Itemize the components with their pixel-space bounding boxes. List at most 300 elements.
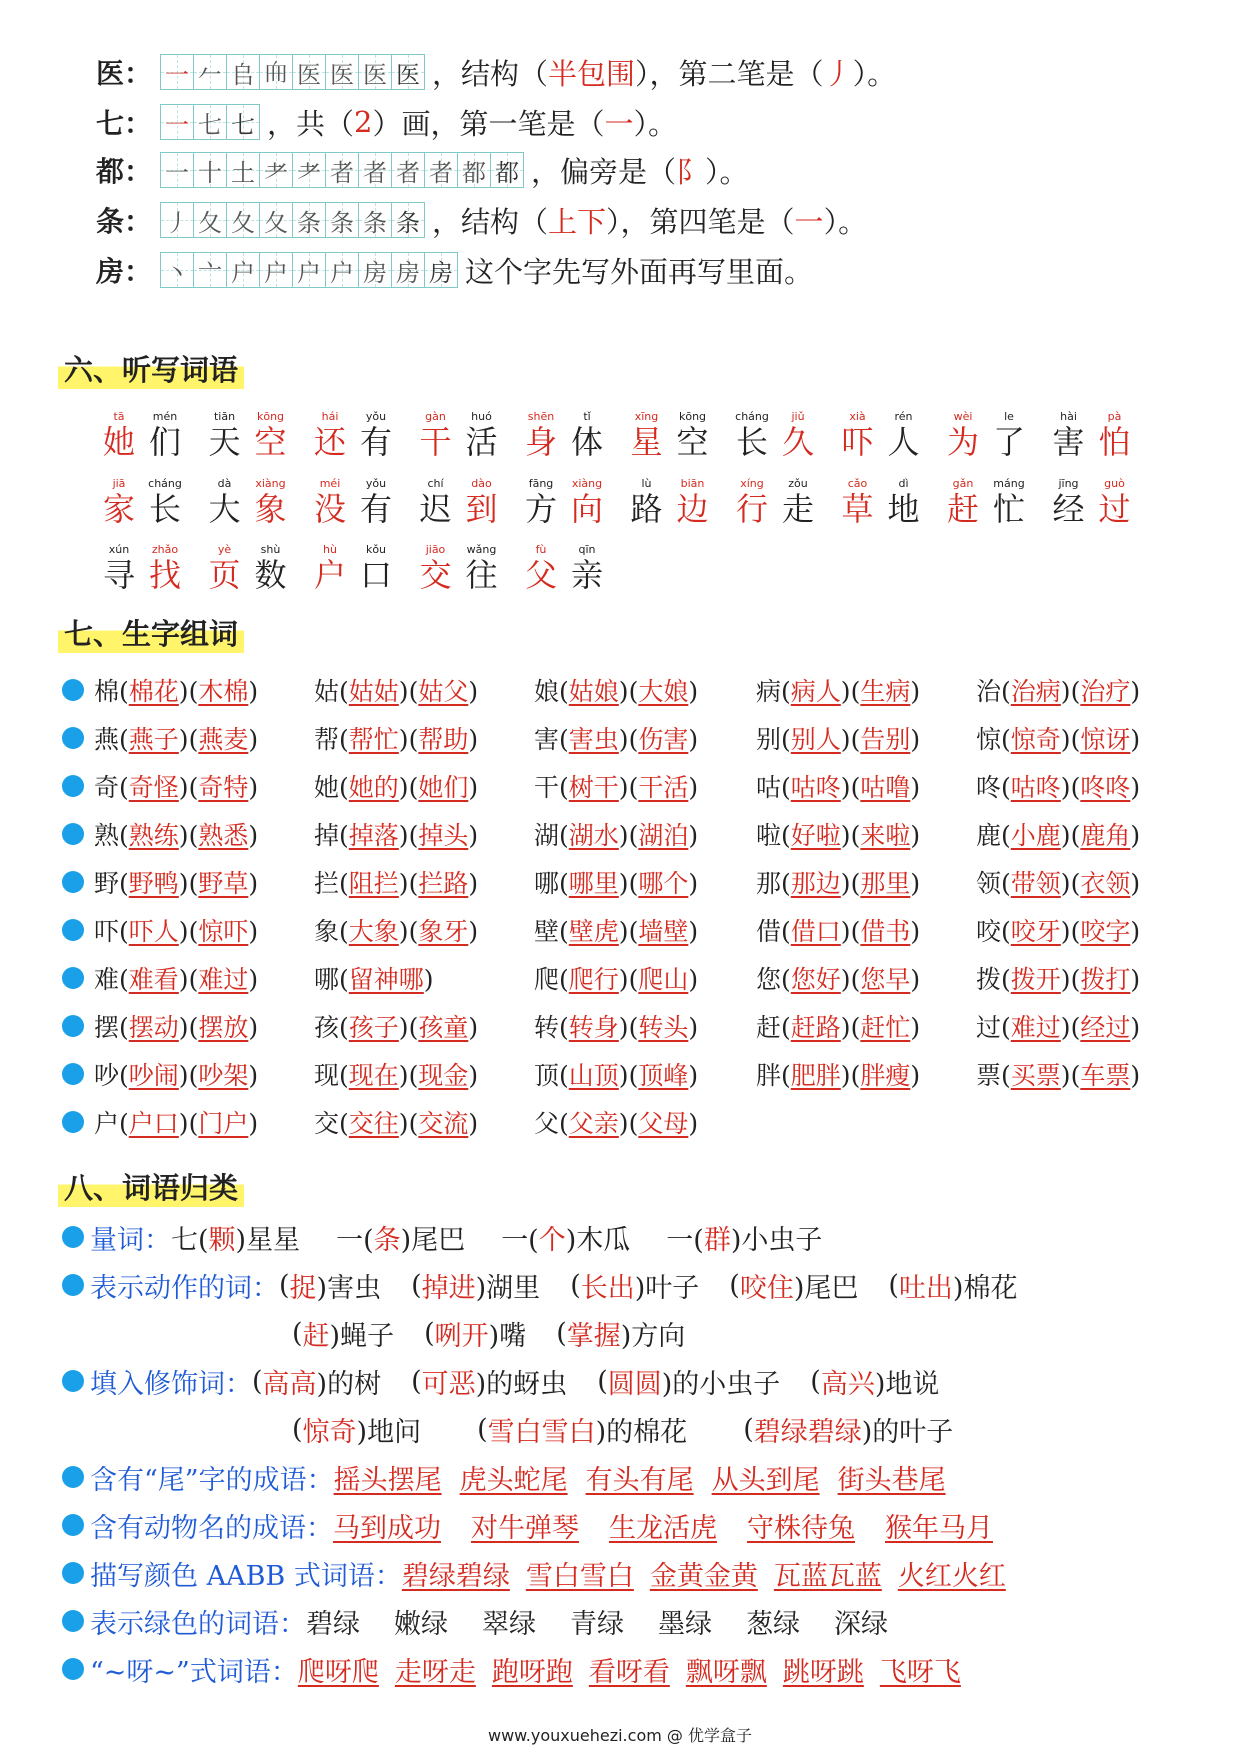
stroke-glyph: 七 [231, 110, 255, 139]
group-word: 咕噜 [860, 773, 911, 802]
text: ( [597, 1365, 608, 1397]
paren: ( [559, 965, 569, 994]
word-group [976, 864, 1140, 900]
paren: ) [910, 725, 921, 754]
paren: ( [119, 725, 129, 754]
hanzi [96, 424, 206, 460]
paren: ) [423, 965, 434, 994]
group-word: 木棉 [198, 677, 249, 706]
answer: 高兴 [820, 1368, 875, 1400]
paren: ( [850, 1061, 861, 1090]
text: ( [810, 1365, 821, 1397]
hanzi-char: 找 [148, 556, 181, 594]
stroke-char: 房： [96, 255, 153, 288]
classify-word: 有头有尾 [585, 1464, 694, 1496]
group-char: 父 [534, 1109, 560, 1138]
dictation-word [624, 410, 734, 460]
paren: ) [178, 677, 189, 706]
paren: ) [840, 1061, 851, 1090]
group-word: 衣领 [1080, 869, 1131, 898]
dictation-word [96, 477, 206, 527]
group-word: 父亲 [568, 1109, 619, 1138]
pinyin-syllable: kōng [678, 410, 707, 423]
paren: ( [339, 917, 349, 946]
pinyin [202, 477, 312, 491]
paren: ) [398, 1061, 409, 1090]
pinyin-syllable: jiā [112, 477, 126, 490]
hanzi-char: 行 [735, 490, 768, 528]
pinyin [96, 543, 206, 557]
stroke-answer: 阝 [676, 154, 706, 189]
group-char: 干 [534, 773, 560, 802]
stroke-glyph: 医 [396, 60, 420, 89]
word-group [314, 816, 478, 852]
pinyin-syllable: mén [152, 410, 178, 423]
hanzi-char: 星 [630, 423, 663, 461]
pinyin-syllable: xià [849, 410, 866, 423]
group-word: 转身 [568, 1013, 619, 1042]
group-char: 治 [976, 677, 1002, 706]
group-word: 壁虎 [568, 917, 619, 946]
stroke-answer: 半包围 [548, 56, 636, 91]
group-word: 那边 [790, 869, 841, 898]
stroke-glyph: 都 [495, 158, 519, 187]
group-word: 掉落 [348, 821, 399, 850]
text: )叶子 [634, 1272, 700, 1304]
pinyin-syllable: pà [1107, 410, 1122, 423]
group-word: 吵架 [198, 1061, 249, 1090]
text: ( [729, 1269, 740, 1301]
stroke-glyph: 房 [396, 258, 420, 287]
paren: ) [840, 725, 851, 754]
classify-word: 看呀看 [588, 1656, 670, 1688]
paren: ) [688, 917, 699, 946]
group-word: 借书 [860, 917, 911, 946]
stroke-box [391, 54, 425, 90]
dictation-word [96, 543, 206, 593]
classify-label: 表示绿色的词语： [90, 1608, 306, 1640]
paren: ( [339, 1013, 349, 1042]
answer: 条 [373, 1224, 401, 1256]
group-word: 病人 [790, 677, 841, 706]
group-word: 孩童 [418, 1013, 469, 1042]
paren: ) [178, 1061, 189, 1090]
dictation-word [413, 543, 523, 593]
group-char: 爬 [534, 965, 560, 994]
stroke-text: ）画，第一笔是（ [372, 106, 605, 141]
group-char: 帮 [314, 725, 340, 754]
text: ( [477, 1413, 488, 1445]
paren: ) [688, 677, 699, 706]
group-word: 山顶 [568, 1061, 619, 1090]
stroke-box [358, 54, 392, 90]
group-char: 领 [976, 869, 1002, 898]
stroke-glyph: 土 [231, 158, 255, 187]
pinyin-syllable: qīn [578, 543, 596, 556]
classify-row [62, 1650, 977, 1688]
paren: ( [628, 725, 639, 754]
paren: ( [1001, 869, 1011, 898]
paren: ( [850, 917, 861, 946]
pinyin-syllable: yǒu [365, 477, 387, 490]
paren: ) [398, 821, 409, 850]
text: )的棉花 [595, 1416, 688, 1448]
paren: ) [1130, 917, 1141, 946]
word-group [314, 1056, 478, 1092]
group-char: 奇 [94, 773, 120, 802]
pinyin-syllable: hù [323, 543, 337, 556]
classify-word: 从头到尾 [711, 1464, 820, 1496]
hanzi-char: 害 [1052, 423, 1085, 461]
stroke-box [424, 252, 458, 288]
hanzi [835, 424, 945, 460]
hanzi [202, 557, 312, 593]
paren: ) [618, 725, 629, 754]
bullet-dot [62, 1562, 84, 1584]
paren: ( [408, 773, 419, 802]
stroke-glyph: 条 [396, 208, 420, 237]
group-char: 野 [94, 869, 120, 898]
group-char: 燕 [94, 725, 120, 754]
dictation-word [202, 477, 312, 527]
paren: ) [1060, 917, 1071, 946]
stroke-answer: 一 [794, 204, 824, 239]
classify-word: 金黄金黄 [649, 1560, 758, 1592]
paren: ) [1060, 1013, 1071, 1042]
group-word: 干活 [638, 773, 689, 802]
classify-row [62, 1602, 922, 1640]
group-word: 鹿角 [1080, 821, 1131, 850]
stroke-glyph: 耂 [297, 158, 321, 187]
stroke-answer: 上下 [548, 204, 607, 239]
paren: ( [119, 773, 129, 802]
paren: ( [628, 1109, 639, 1138]
paren: ( [408, 869, 419, 898]
hanzi [1046, 424, 1156, 460]
classify-label: 含有“尾”字的成语： [90, 1464, 334, 1496]
group-word: 大象 [348, 917, 399, 946]
stroke-row [96, 250, 813, 290]
pinyin-syllable: cháng [735, 410, 769, 423]
paren: ) [178, 965, 189, 994]
paren: ) [840, 917, 851, 946]
paren: ) [178, 725, 189, 754]
stroke-text: ），第四笔是（ [606, 204, 795, 239]
hanzi [96, 491, 206, 527]
paren: ) [910, 773, 921, 802]
paren: ( [781, 869, 791, 898]
paren: ) [688, 773, 699, 802]
stroke-text: ）。 [705, 154, 749, 189]
paren: ( [559, 1061, 569, 1090]
paren: ( [850, 725, 861, 754]
pinyin-syllable: kōng [256, 410, 285, 423]
paren: ( [628, 869, 639, 898]
stroke-text: ，结构（ [432, 56, 549, 91]
paren: ( [1001, 1013, 1011, 1042]
classify-row [62, 1506, 1023, 1544]
bullet-dot [62, 1015, 84, 1037]
paren: ) [398, 677, 409, 706]
word-group [314, 864, 478, 900]
group-word: 借口 [790, 917, 841, 946]
word-group [756, 1056, 920, 1092]
paren: ( [119, 821, 129, 850]
word-group [756, 1008, 920, 1044]
group-word: 湖泊 [638, 821, 689, 850]
hanzi-char: 大 [208, 490, 241, 528]
paren: ( [119, 965, 129, 994]
paren: ( [1001, 773, 1011, 802]
hanzi-char: 往 [465, 556, 498, 594]
pinyin [202, 543, 312, 557]
text: )蝇子 [329, 1320, 395, 1352]
pinyin-syllable: wǎng [466, 543, 497, 556]
dictation-word [940, 477, 1050, 527]
stroke-box [358, 152, 392, 188]
group-word: 交流 [418, 1109, 469, 1138]
word-group [94, 912, 258, 948]
paren: ( [628, 677, 639, 706]
hanzi-char: 有 [359, 423, 392, 461]
hanzi-char: 为 [946, 423, 979, 461]
dictation-word [307, 410, 417, 460]
pinyin-syllable: biān [680, 477, 705, 490]
stroke-box [226, 104, 260, 140]
hanzi-char: 数 [254, 556, 287, 594]
pinyin-syllable: shù [260, 543, 281, 556]
paren: ( [188, 821, 199, 850]
word-group [314, 768, 478, 804]
stroke-glyph: 一 [165, 158, 189, 187]
paren: ) [688, 869, 699, 898]
paren: ( [339, 869, 349, 898]
stroke-boxes [160, 252, 457, 288]
paren: ( [781, 677, 791, 706]
bullet-dot [62, 967, 84, 989]
pinyin [96, 477, 206, 491]
paren: ( [1001, 917, 1011, 946]
paren: ) [468, 677, 479, 706]
text: ( [292, 1413, 303, 1445]
group-word: 她们 [418, 773, 469, 802]
pinyin-syllable: yǒu [365, 410, 387, 423]
group-word: 燕子 [128, 725, 179, 754]
classify-row [62, 1266, 1047, 1304]
word-group [314, 1008, 478, 1044]
hanzi-char: 没 [313, 490, 346, 528]
paren: ) [840, 965, 851, 994]
word-group [314, 720, 478, 756]
pinyin-syllable: gǎn [952, 477, 974, 490]
paren: ( [1070, 869, 1081, 898]
text: 一( [666, 1224, 704, 1256]
paren: ) [618, 1109, 629, 1138]
stroke-glyph: 户 [264, 258, 288, 287]
word-group [94, 1104, 258, 1140]
stroke-text: ）。 [823, 204, 868, 239]
group-word: 大娘 [638, 677, 689, 706]
dictation-word [729, 410, 839, 460]
group-char: 啦 [756, 821, 782, 850]
group-char: 咚 [976, 773, 1002, 802]
group-word: 咕咚 [1010, 773, 1061, 802]
paren: ( [408, 677, 419, 706]
paren: ) [688, 725, 699, 754]
stroke-answer: 2 [354, 105, 373, 139]
paren: ) [688, 1061, 699, 1090]
hanzi-char: 路 [630, 490, 663, 528]
hanzi-char: 父 [524, 556, 557, 594]
hanzi-char: 寻 [102, 556, 135, 594]
classify-word: 对牛弹琴 [471, 1512, 579, 1544]
stroke-box [292, 152, 326, 188]
paren: ( [408, 725, 419, 754]
text: ( [570, 1269, 581, 1301]
classify-label: “~呀~”式词语： [90, 1656, 298, 1688]
pinyin [413, 477, 523, 491]
paren: ) [840, 677, 851, 706]
text: )尾巴 [793, 1272, 859, 1304]
paren: ( [1070, 1013, 1081, 1042]
group-word: 湖水 [568, 821, 619, 850]
hanzi-char: 到 [465, 490, 498, 528]
paren: ( [559, 773, 569, 802]
text: ( [252, 1365, 263, 1397]
hanzi-char: 空 [254, 423, 287, 461]
text: )方向 [620, 1320, 686, 1352]
classify-row [62, 1362, 969, 1400]
paren: ( [628, 821, 639, 850]
answer: 群 [703, 1224, 731, 1256]
paren: ( [559, 725, 569, 754]
pinyin-syllable: kǒu [365, 543, 387, 556]
bullet-dot [62, 1466, 84, 1488]
dictation-word [202, 543, 312, 593]
word-group [976, 1056, 1140, 1092]
pinyin-syllable: dì [898, 477, 909, 490]
paren: ( [119, 1109, 129, 1138]
classify-word: 葱绿 [746, 1608, 800, 1640]
group-word: 咬字 [1080, 917, 1131, 946]
text: 一( [336, 1224, 374, 1256]
paren: ) [468, 773, 479, 802]
stroke-row [96, 200, 867, 240]
paren: ( [188, 917, 199, 946]
group-char: 惊 [976, 725, 1002, 754]
word-group [314, 960, 434, 996]
pinyin-syllable: zǒu [788, 477, 808, 490]
stroke-text: ）。 [852, 56, 897, 91]
stroke-box [292, 202, 326, 238]
stroke-text: ，偏旁是（ [531, 154, 677, 189]
dictation-word [518, 543, 628, 593]
paren: ) [1130, 677, 1141, 706]
text: )小虫子 [730, 1224, 823, 1256]
paren: ( [559, 677, 569, 706]
stroke-glyph: 都 [462, 158, 486, 187]
group-char: 咬 [976, 917, 1002, 946]
stroke-glyph: 房 [363, 258, 387, 287]
paren: ( [408, 1109, 419, 1138]
pinyin [307, 543, 417, 557]
text: )的蚜虫 [475, 1368, 568, 1400]
paren: ) [248, 1013, 259, 1042]
paren: ) [1130, 773, 1141, 802]
text: ( [424, 1317, 435, 1349]
dictation-word [413, 477, 523, 527]
hanzi-char: 家 [102, 490, 135, 528]
paren: ( [781, 821, 791, 850]
group-word: 咬牙 [1010, 917, 1061, 946]
paren: ) [1060, 1061, 1071, 1090]
group-char: 摆 [94, 1013, 120, 1042]
paren: ) [688, 1013, 699, 1042]
stroke-glyph: 医 [297, 60, 321, 89]
classify-word: 雪白雪白 [525, 1560, 634, 1592]
text: )星星 [235, 1224, 301, 1256]
stroke-text: ，共（ [267, 106, 355, 141]
pinyin [940, 410, 1050, 424]
group-char: 咕 [756, 773, 782, 802]
text: )的叶子 [861, 1416, 954, 1448]
pinyin-syllable: lù [641, 477, 652, 490]
group-char: 过 [976, 1013, 1002, 1042]
pinyin-syllable: jiāo [425, 543, 446, 556]
paren: ) [688, 821, 699, 850]
text: )地问 [356, 1416, 422, 1448]
stroke-char: 条： [96, 205, 153, 238]
paren: ( [339, 1061, 349, 1090]
paren: ) [1130, 821, 1141, 850]
classify-label: 描写颜色 AABB 式词语： [90, 1560, 402, 1592]
word-group [314, 672, 478, 708]
text: )湖里 [475, 1272, 541, 1304]
stroke-glyph: 𠂉 [198, 60, 222, 89]
hanzi [940, 424, 1050, 460]
paren: ( [408, 1061, 419, 1090]
section-6-heading: 六、听写词语 [58, 348, 244, 389]
text: )嘴 [488, 1320, 527, 1352]
paren: ) [910, 1013, 921, 1042]
hanzi-char: 活 [465, 423, 498, 461]
paren: ) [248, 965, 259, 994]
paren: ) [248, 677, 259, 706]
answer: 咬住 [739, 1272, 794, 1304]
paren: ( [119, 917, 129, 946]
stroke-text: 这个字先写外面再写里面。 [465, 254, 814, 289]
group-char: 姑 [314, 677, 340, 706]
pinyin [518, 477, 628, 491]
group-word: 户口 [128, 1109, 179, 1138]
hanzi-char: 忙 [992, 490, 1025, 528]
pinyin [202, 410, 312, 424]
pinyin-syllable: guò [1104, 477, 1125, 490]
group-word: 难看 [128, 965, 179, 994]
dictation-word [940, 410, 1050, 460]
hanzi [413, 557, 523, 593]
paren: ) [248, 1061, 259, 1090]
paren: ) [1060, 821, 1071, 850]
text: )木瓜 [565, 1224, 631, 1256]
hanzi-char: 口 [359, 556, 392, 594]
classify-word: 跳呀跳 [782, 1656, 864, 1688]
bullet-dot [62, 871, 84, 893]
stroke-box [160, 54, 194, 90]
group-word: 父母 [638, 1109, 689, 1138]
group-word: 买票 [1010, 1061, 1061, 1090]
pinyin-syllable: xiàng [571, 477, 603, 490]
